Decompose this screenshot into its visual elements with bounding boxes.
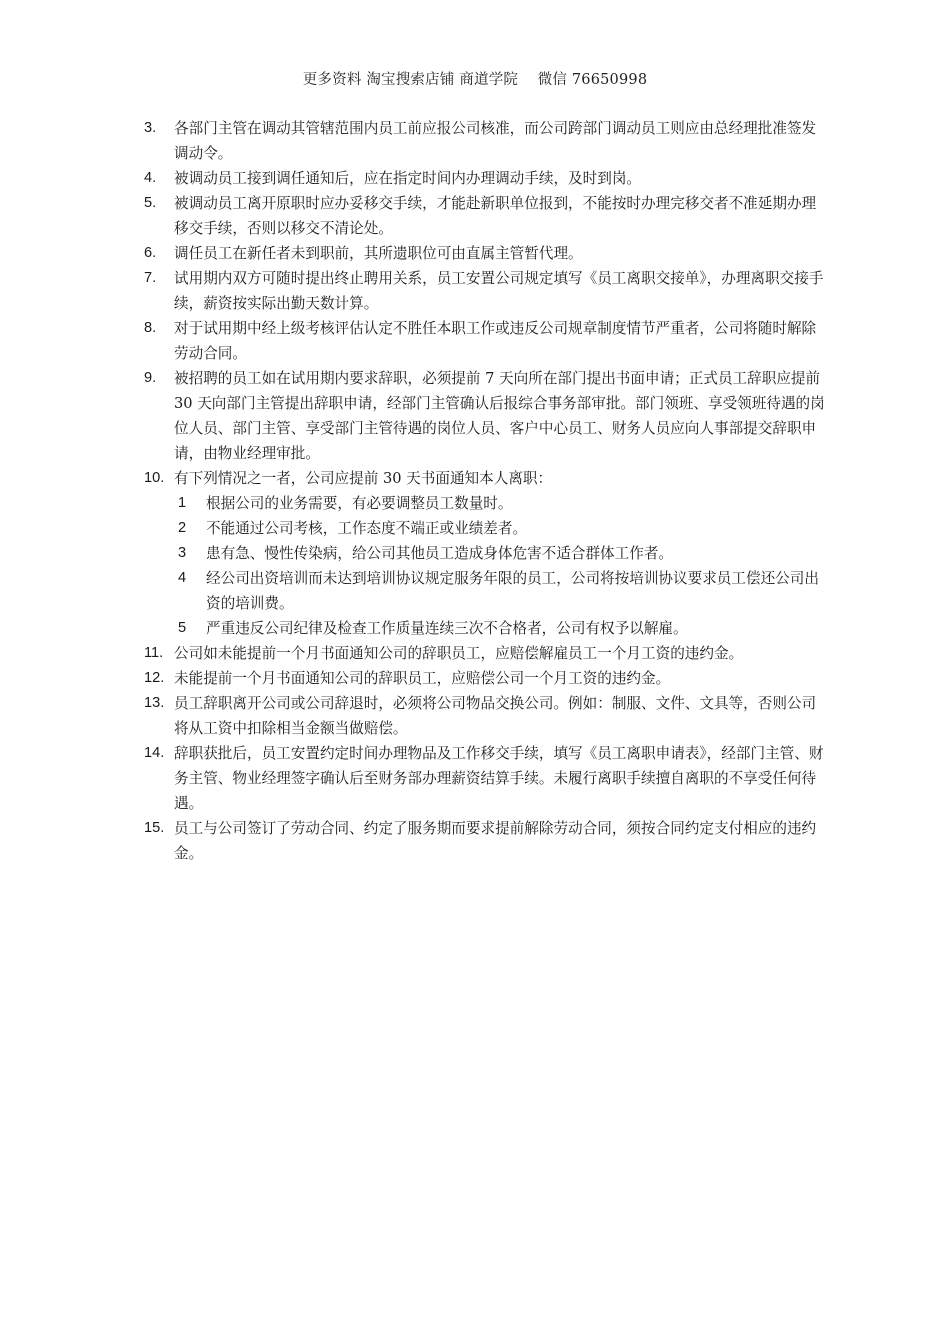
list-text: 有下列情况之一者，公司应提前 30 天书面通知本人离职： [174,470,553,487]
sub-list-number: 3 [178,545,187,561]
list-number: 4. [144,170,157,186]
list-item [140,741,830,816]
list-text: 员工辞职离开公司或公司辞退时，必须将公司物品交换公司。例如：制服、文件、文具等，否则公司将从工资中扣除相当金额当做赔偿。 [174,695,817,737]
list-item [140,116,830,166]
list-text: 公司如未能提前一个月书面通知公司的辞职员工，应赔偿解雇员工一个月工资的违约金。 [174,645,744,662]
list-number: 12. [144,670,165,686]
list-number: 3. [144,120,157,136]
sub-list-text: 严重违反公司纪律及检查工作质量连续三次不合格者，公司有权予以解雇。 [206,620,688,637]
sub-list-item [140,516,830,541]
list-number: 8. [144,320,157,336]
list-item [140,241,830,266]
list-item [140,666,830,691]
list-item [140,316,830,366]
list-number: 11. [144,645,164,661]
list-number: 5. [144,195,157,211]
list-item [140,816,830,866]
list-text: 被调动员工接到调任通知后，应在指定时间内办理调动手续，及时到岗。 [174,170,642,187]
list-item [140,466,830,491]
list-item [140,266,830,316]
sub-list-number: 1 [178,495,187,511]
list-text: 辞职获批后，员工安置约定时间办理物品及工作移交手续，填写《员工离职申请表》，经部门主管、财务主管、物业经理签字确认后至财务部办理薪资结算手续。未履行离职手续擅自离职的不享受任何待遇。 [174,745,824,812]
list-item [140,191,830,241]
list-item [140,366,830,466]
list-text: 未能提前一个月书面通知公司的辞职员工，应赔偿公司一个月工资的违约金。 [174,670,671,687]
list-text: 员工与公司签订了劳动合同、约定了服务期而要求提前解除劳动合同，须按合同约定支付相应的违约金。 [174,820,817,862]
sub-list-item [140,541,830,566]
list-number: 14. [144,745,165,761]
list-text: 被招聘的员工如在试用期内要求辞职，必须提前 7 天向所在部门提出书面申请；正式员工辞职应提前 30 天向部门主管提出辞职申请，经部门主管确认后报综合事务部审批。部门领班、享受领班待遇的岗位人员、部门主管、享受部门主管待遇的岗位人员、客户中心员工、财务人员应向人事部提交辞职申请，由物业经理审批。 [174,370,825,462]
sub-list-number: 5 [178,620,187,636]
list-number: 7. [144,270,157,286]
list-text: 各部门主管在调动其管辖范围内员工前应报公司核准，而公司跨部门调动员工则应由总经理批准签发调动令。 [174,120,817,162]
sub-list-text: 经公司出资培训而未达到培训协议规定服务年限的员工，公司将按培训协议要求员工偿还公司出资的培训费。 [206,570,819,612]
list-number: 13. [144,695,165,711]
sub-list-item [140,616,830,641]
list-text: 对于试用期中经上级考核评估认定不胜任本职工作或违反公司规章制度情节严重者，公司将随时解除劳动合同。 [174,320,817,362]
list-text: 调任员工在新任者未到职前，其所遗职位可由直属主管暂代理。 [174,245,583,262]
sub-list-number: 4 [178,570,187,586]
list-item [140,691,830,741]
list-item [140,641,830,666]
list-item [140,166,830,191]
sub-list-item [140,491,830,516]
list-number: 15. [144,820,165,836]
sub-list-item [140,566,830,616]
document-body [140,116,830,866]
list-text: 试用期内双方可随时提出终止聘用关系，员工安置公司规定填写《员工离职交接单》，办理离职交接手续，薪资按实际出勤天数计算。 [174,270,824,312]
sub-list-text: 不能通过公司考核，工作态度不端正或业绩差者。 [206,520,528,537]
list-number: 6. [144,245,157,261]
sub-list-text: 根据公司的业务需要，有必要调整员工数量时。 [206,495,513,512]
sub-list-text: 患有急、慢性传染病，给公司其他员工造成身体危害不适合群体工作者。 [206,545,674,562]
sub-list-number: 2 [178,520,187,536]
list-number: 9. [144,370,157,386]
page-header: 更多资料 淘宝搜索店铺 商道学院 微信 76650998 [302,72,648,88]
list-text: 被调动员工离开原职时应办妥移交手续，才能赴新职单位报到，不能按时办理完移交者不准延期办理移交手续，否则以移交不清论处。 [174,195,817,237]
list-number: 10. [144,470,165,486]
